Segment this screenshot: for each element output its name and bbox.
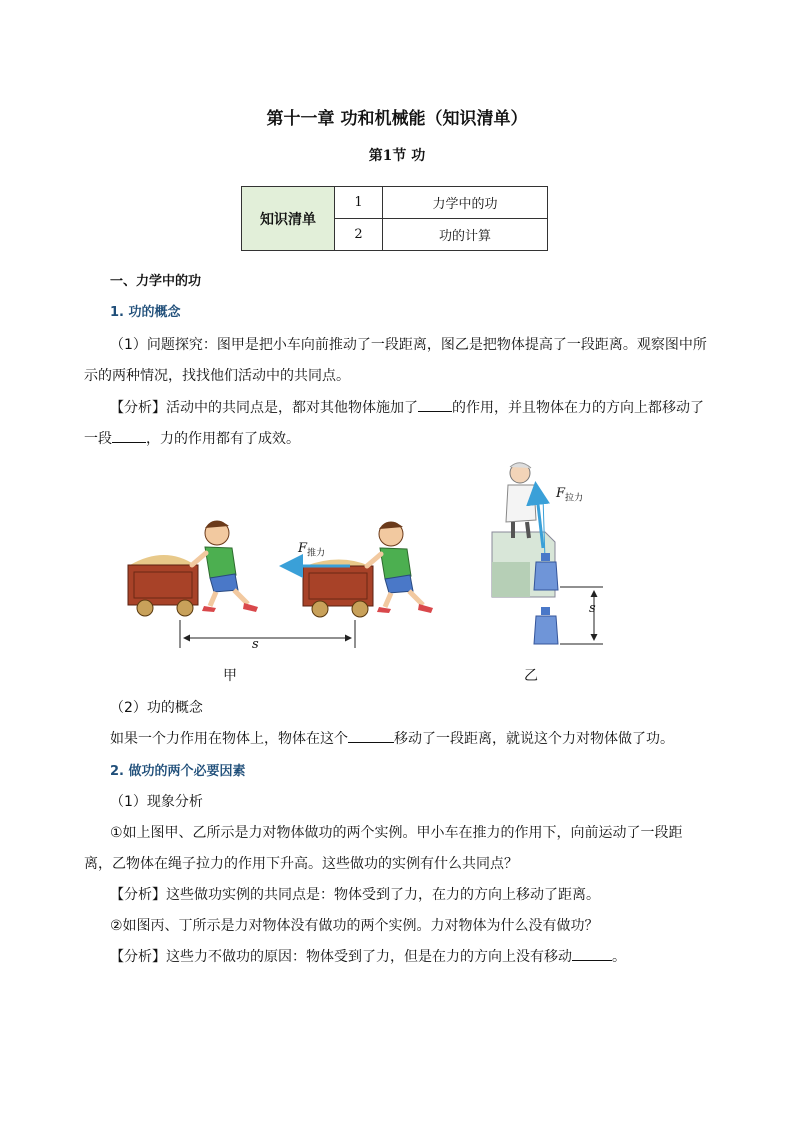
subsection-heading-concept: 1. 功的概念 bbox=[110, 305, 181, 320]
pull-force-label: $F_{拉力}$ bbox=[556, 486, 584, 504]
phenomenon-heading: （1）现象分析 bbox=[110, 794, 203, 810]
section-title: 第1节 功 bbox=[368, 148, 426, 164]
table-row-text: 力学中的功 bbox=[383, 187, 548, 219]
figure-caption-jia: 甲 bbox=[223, 668, 237, 684]
distance-label-right: s bbox=[589, 601, 596, 616]
table-row-num: 2 bbox=[335, 219, 383, 251]
cart-right bbox=[303, 560, 373, 618]
concept-text: 移动了一段距离，就说这个力对物体做了功。 bbox=[394, 731, 674, 747]
table-head-cell: 知识清单 bbox=[242, 187, 335, 251]
phenomenon-line: 离，乙物体在绳子拉力的作用下升高。这些做功的实例有什么共同点？ bbox=[84, 856, 518, 872]
analysis-line bbox=[110, 946, 626, 966]
phenomenon-line: ①如上图甲、乙所示是力对物体做功的两个实例。甲小车在推力的作用下，向前运动了一段距 bbox=[110, 825, 683, 841]
concept-line bbox=[110, 728, 674, 748]
analysis-text: ，力的作用都有了成效。 bbox=[146, 431, 300, 447]
section-heading: 一、力学中的功 bbox=[110, 274, 202, 289]
table-row-text: 功的计算 bbox=[383, 219, 548, 251]
analysis-text: 的作用，并且物体在力的方向上都移动了 bbox=[452, 400, 704, 416]
figure-caption-yi: 乙 bbox=[524, 668, 538, 684]
boy-right bbox=[367, 522, 433, 613]
analysis-text: 【分析】活动中的共同点是，都对其他物体施加了 bbox=[110, 400, 418, 416]
fill-blank[interactable] bbox=[348, 728, 394, 743]
question-line: （1）问题探究：图甲是把小车向前推动了一段距离，图乙是把物体提高了一段距离。观察图中所 bbox=[110, 337, 707, 353]
bottle-bottom bbox=[534, 607, 558, 644]
concept-text: 如果一个力作用在物体上，物体在这个 bbox=[110, 731, 348, 747]
distance-label-left: s bbox=[252, 637, 259, 652]
analysis-text: 【分析】这些力不做功的原因：物体受到了力，但是在力的方向上没有移动 bbox=[110, 949, 572, 965]
cart-left bbox=[128, 555, 198, 616]
concept-heading: （2）功的概念 bbox=[110, 700, 203, 716]
chapter-title: 第十一章 功和机械能（知识清单） bbox=[266, 109, 528, 129]
analysis-text: 一段 bbox=[84, 431, 112, 447]
phenomenon-line: ②如图丙、丁所示是力对物体没有做功的两个实例。力对物体为什么没有做功？ bbox=[110, 918, 599, 934]
analysis-text: 。 bbox=[612, 949, 626, 965]
analysis-line: 【分析】这些做功实例的共同点是：物体受到了力，在力的方向上移动了距离。 bbox=[110, 887, 600, 903]
boy-left bbox=[192, 521, 258, 612]
fill-blank[interactable] bbox=[572, 946, 612, 961]
table-row-num: 1 bbox=[335, 187, 383, 219]
question-line: 示的两种情况，找找他们活动中的共同点。 bbox=[84, 368, 350, 384]
subsection-heading-factors: 2. 做功的两个必要因素 bbox=[110, 764, 246, 779]
scientist bbox=[506, 463, 540, 538]
push-force-label: $F_{推力}$ bbox=[298, 541, 326, 559]
